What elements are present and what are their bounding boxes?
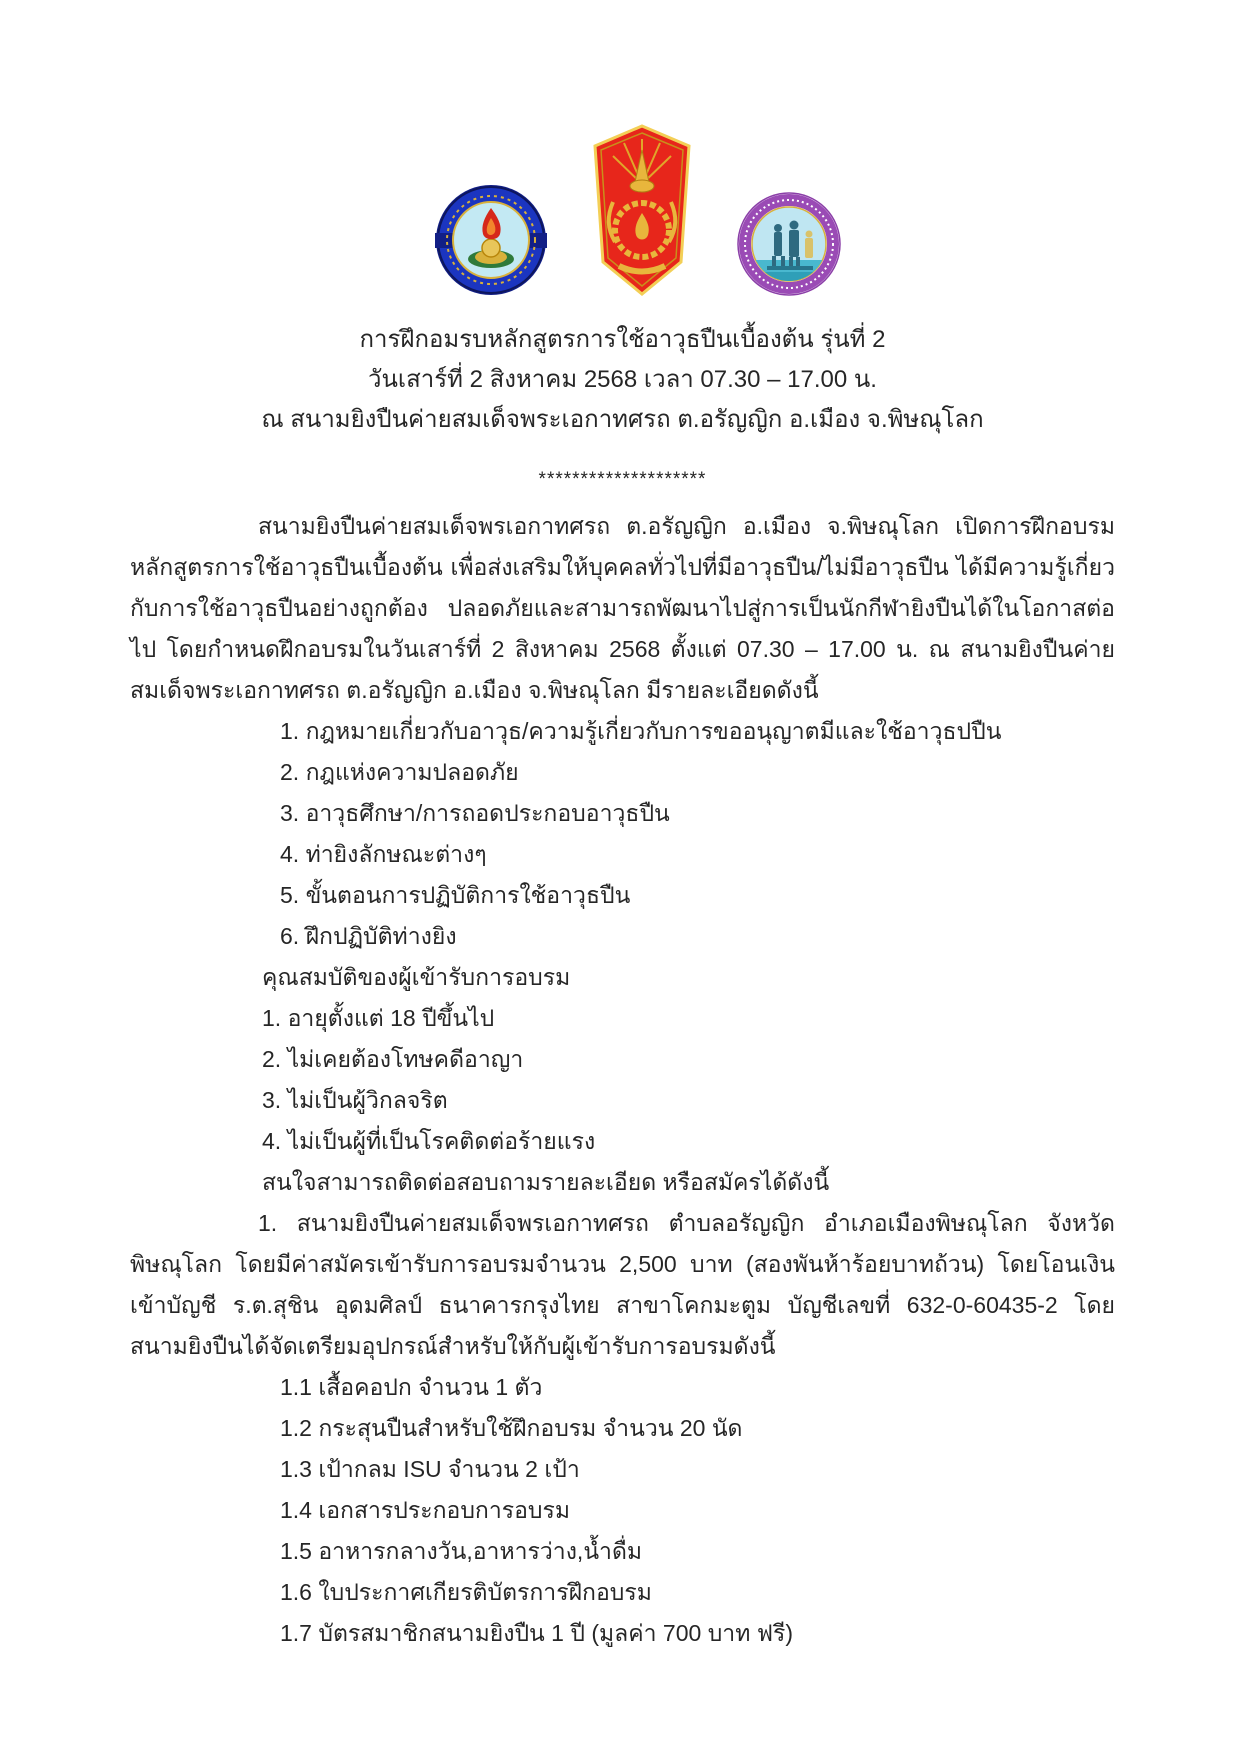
document-venue: ณ สนามยิงปืนค่ายสมเด็จพระเอกาทศรถ ต.อรัญญิก อ.เมือง จ.พิษณุโลก	[261, 406, 984, 433]
equipment-item: 1.2 กระสุนปืนสำหรับใช้ฝึกอบรม จำนวน 20 นัด	[280, 1415, 743, 1441]
document-date: วันเสาร์ที่ 2 สิงหาคม 2568 เวลา 07.30 – 17.00 น.	[368, 366, 877, 393]
qualification-item: 2. ไม่เคยต้องโทษคดีอาญา	[262, 1046, 524, 1072]
title-block	[130, 320, 1115, 440]
document-body	[130, 506, 1115, 1654]
course-topic-item: 4. ท่ายิงลักษณะต่างๆ	[280, 841, 487, 867]
equipment-item: 1.5 อาหารกลางวัน,อาหารว่าง,น้ำดื่ม	[280, 1538, 643, 1564]
shooting-club-emblem-icon	[737, 192, 841, 296]
document-title: การฝึกอมรบหลักสูตรการใช้อาวุธปืนเบื้องต้น รุ่นที่ 2	[359, 326, 886, 353]
ordnance-battalion-emblem-icon	[435, 184, 547, 296]
equipment-item: 1.3 เป้ากลม ISU จำนวน 2 เป้า	[280, 1456, 580, 1482]
course-topic-item: 2. กฎแห่งความปลอดภัย	[280, 759, 519, 785]
contact-line: สนใจสามารถติดต่อสอบถามรายละเอียด หรือสมัครได้ดังนี้	[262, 1169, 830, 1195]
qualification-list	[130, 998, 1115, 1162]
course-topic-item: 6. ฝึกปฏิบัติท่างยิง	[280, 923, 457, 949]
qualifications-heading: คุณสมบัติของผู้เข้ารับการอบรม	[262, 964, 571, 990]
course-topic-list	[130, 711, 1115, 957]
qualification-item: 3. ไม่เป็นผู้วิกลจริต	[262, 1087, 448, 1113]
equipment-item: 1.7 บัตรสมาชิกสนามยิงปืน 1 ปี (มูลค่า 700 บาท ฟรี)	[280, 1620, 794, 1646]
equipment-item: 1.6 ใบประกาศเกียรติบัตรการฝึกอบรม	[280, 1579, 652, 1605]
equipment-list	[130, 1367, 1115, 1654]
qualification-item: 4. ไม่เป็นผู้ที่เป็นโรคติดต่อร้ายแรง	[262, 1128, 596, 1154]
logo-row	[160, 0, 1115, 296]
asterisk-separator: ********************	[538, 469, 707, 490]
army-shield-emblem	[589, 124, 695, 296]
intro-paragraph: สนามยิงปืนค่ายสมเด็จพรเอกาทศรถ ต.อรัญญิก อ.เมือง จ.พิษณุโลก เปิดการฝึกอบรมหลักสูตรการใช้อาวุธปืนเบื้องต้น เพื่อส่งเสริมให้บุคคลทั่วไปที่มีอาวุธปืน/ไม่มีอาวุธปืน ได้มีความรู้เกี่ยวกับการใช้อาวุธปืนอย่างถูกต้อง ปลอดภัยและสามารถพัฒนาไปสู่การเป็นนักกีฬายิงปืนได้ในโอกาสต่อไป โดยกำหนดฝึกอบรมในวันเสาร์ที่ 2 สิงหาคม 2568 ตั้งแต่ 07.30 – 17.00 น. ณ สนามยิงปืนค่ายสมเด็จพระเอกาทศรถ ต.อรัญญิก อ.เมือง จ.พิษณุโลก มีรายละเอียดดังนี้	[130, 513, 1115, 703]
equipment-item: 1.1 เสื้อคอปก จำนวน 1 ตัว	[280, 1374, 543, 1400]
qualification-item: 1. อายุตั้งแต่ 18 ปีขึ้นไป	[262, 1005, 495, 1031]
equipment-item: 1.4 เอกสารประกอบการอบรม	[280, 1497, 571, 1523]
course-topic-item: 5. ขั้นตอนการปฏิบัติการใช้อาวุธปืน	[280, 882, 631, 908]
army-shield-emblem-icon	[589, 124, 695, 296]
course-topic-item: 1. กฎหมายเกี่ยวกับอาวุธ/ความรู้เกี่ยวกับการขออนุญาตมีและใช้อาวุธปปืน	[280, 718, 1002, 744]
ordnance-battalion-emblem	[435, 184, 547, 296]
course-topic-item: 3. อาวุธศึกษา/การถอดประกอบอาวุธปืน	[280, 800, 670, 826]
shooting-club-emblem	[737, 192, 841, 296]
registration-paragraph: 1. สนามยิงปืนค่ายสมเด็จพรเอกาทศรถ ตำบลอรัญญิก อำเภอเมืองพิษณุโลก จังหวัดพิษณุโลก โดยมีค่าสมัครเข้ารับการอบรมจำนวน 2,500 บาท (สองพันห้าร้อยบาทถ้วน) โดยโอนเงินเข้าบัญชี ร.ต.สุชิน อุดมศิลป์ ธนาคารกรุงไทย สาขาโคกมะตูม บัญชีเลขที่ 632-0-60435-2 โดยสนามยิงปืนได้จัดเตรียมอุปกรณ์สำหรับให้กับผู้เข้ารับการอบรมดังนี้	[130, 1210, 1115, 1359]
